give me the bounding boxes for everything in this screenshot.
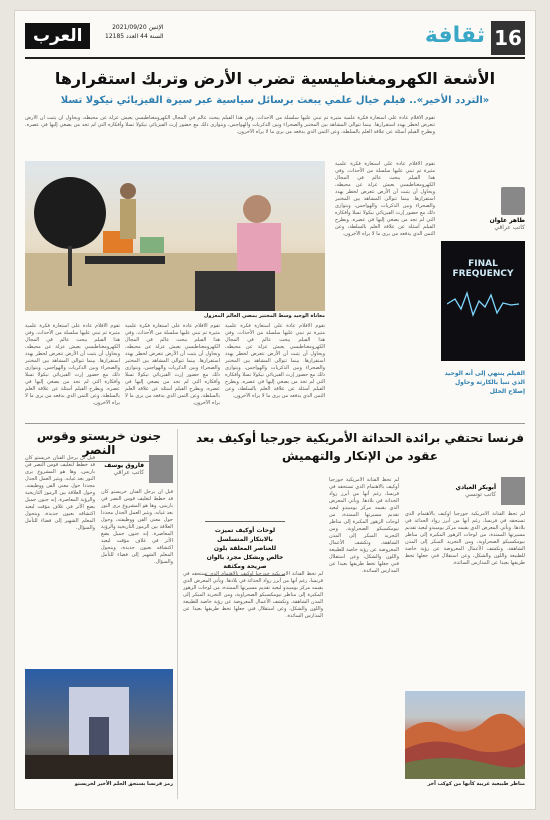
lead-body-col2: تقوم الأفلام عادة على استعارة فكرة علمية مثيرة ثم تبني عليها سلسلة من الأحداث. وفي هذا الفيلم يبحث عالم في المجال الكهرومغناطيسي يعيش عزلة عن محيطه، ويحاول أن يثبت أن الأرض تتعرض لخطر يهدد استقرارها. بينما تتوالى المشاهد بين المختبر والصحراء وبين الذكريات والهواجس، ويتوازى ذلك مع حضور إرث الفيزيائي نيكولا تسلا وأفكاره التي لم تجد من يصغي إليها في عصره. ويطرح الفيلم أسئلة عن علاقة العلم بالسلطة، وعن الثمن الذي يدفعه من يرى ما لا يراه الآخرون.	[25, 323, 120, 406]
second-author	[435, 477, 525, 505]
column-separator	[177, 429, 178, 799]
author-avatar	[501, 187, 525, 215]
landscape-painting-illustration	[405, 691, 525, 779]
second-body-col2: لم تحظ الفنانة الأمريكية جورجيا أوكيف بالاهتمام الذي تستحقه في فرنسا، رغم أنها من أبرز رواد الحداثة في بلادها. ويأتي المعرض الذي يقيمه مركز بومبيدو ليعيد تقديم مسيرتها الممتدة، من لوحات الزهور المكبرة إلى مناظر نيومكسيكو الصحراوية، ومن التجريد المبكر إلى المدن الشاهقة. وتكشف الأعمال المعروضة عن رؤية خاصة للطبيعة واللون والشكل، وعن استقلال فني جعلها تخط طريقها بعيدا عن المدارس السائدة.	[329, 477, 399, 574]
lead-author	[455, 187, 525, 231]
column-author-role: كاتب عراقي	[113, 469, 145, 476]
second-headline: فرنسا تحتفي برائدة الحداثة الأمريكية جورجيا أوكيف بعد عقود من الإنكار والتهميش	[195, 431, 524, 463]
lead-headline: الأشعة الكهرومغناطيسية تضرب الأرض وتربك استقرارها	[54, 69, 496, 88]
issue-number: السنة 44 العدد 12185	[105, 33, 164, 40]
book-cover	[441, 241, 525, 361]
book-title: FINAL FREQUENCY	[452, 259, 514, 279]
second-author-role: كاتب تونسي	[465, 491, 497, 498]
second-author-avatar	[501, 477, 525, 505]
frequency-wave-icon	[447, 289, 519, 319]
lead-body-intro: تقوم الأفلام عادة على استعارة فكرة علمية مثيرة ثم تبني عليها سلسلة من الأحداث. وفي هذا الفيلم يبحث عالم في المجال الكهرومغناطيسي يعيش عزلة عن محيطه، ويحاول أن يثبت أن الأرض تتعرض لخطر يهدد استقرارها. بينما تتوالى المشاهد بين المختبر والصحراء وبين الذكريات والهواجس، ويتوازى ذلك مع حضور إرث الفيزيائي نيكولا تسلا وأفكاره التي لم تجد من يصغي إليها في عصره. ويطرح الفيلم أسئلة عن علاقة العلم بالسلطة، وعن الثمن الذي يدفعه من يرى ما لا يراه الآخرون.	[25, 115, 435, 135]
arc-photo-caption: رمز فرنسا يستحق الحلم الأخير لخريستو	[74, 781, 173, 787]
lead-body-col4: تقوم الأفلام عادة على استعارة فكرة علمية مثيرة ثم تبني عليها سلسلة من الأحداث. وفي هذا الفيلم يبحث عالم في المجال الكهرومغناطيسي يعيش عزلة عن محيطه، ويحاول أن يثبت أن الأرض تتعرض لخطر يهدد استقرارها. بينما تتوالى المشاهد بين المختبر والصحراء وبين الذكريات والهواجس، ويتوازى ذلك مع حضور إرث الفيزيائي نيكولا تسلا وأفكاره التي لم تجد من يصغي إليها في عصره. ويطرح الفيلم أسئلة عن علاقة العلم بالسلطة، وعن الثمن الذي يدفعه من يرى ما لا يراه الآخرون.	[225, 323, 325, 399]
painting-caption: مناظر طبيعية غريبة كأنها من كوكب آخر	[427, 781, 525, 787]
lead-photo	[25, 161, 325, 311]
author-name: طاهر علوان	[489, 217, 525, 224]
issue-info	[105, 23, 164, 41]
wrapped-arc-illustration	[25, 669, 173, 779]
second-pullquote: لوحات أوكيف تميزت بالابتكار المتسلسل للعناصر المعلقة بلون خالص وبشكل مجرد بالوان صريحة ومكثفة	[205, 521, 285, 576]
column-author	[95, 455, 173, 483]
page-number: 16	[491, 21, 525, 55]
column-body-col2: قبل أن يرحل الفنان خريستو كان قد خطط لتغليف قوس النصر في باريس، وها هو المشروع يرى النور بعد غيابه. ويثير العمل الجدل مجددا حول معنى الفن ووظيفته، وحول العلاقة بين الرموز التاريخية والرؤية المعاصرة. إنه جنون جميل يضع الأثر في غلاف مؤقت ليعيد اكتشافه بعيون جديدة، ويتحول المعلم الشهير إلى فضاء للتأمل والسؤال.	[25, 455, 95, 531]
okeeffe-painting	[405, 691, 525, 779]
lead-body-col3: تقوم الأفلام عادة على استعارة فكرة علمية مثيرة ثم تبني عليها سلسلة من الأحداث. وفي هذا الفيلم يبحث عالم في المجال الكهرومغناطيسي يعيش عزلة عن محيطه، ويحاول أن يثبت أن الأرض تتعرض لخطر يهدد استقرارها. بينما تتوالى المشاهد بين المختبر والصحراء وبين الذكريات والهواجس، ويتوازى ذلك مع حضور إرث الفيزيائي نيكولا تسلا وأفكاره التي لم تجد من يصغي إليها في عصره. ويطرح الفيلم أسئلة عن علاقة العلم بالسلطة، وعن الثمن الذي يدفعه من يرى ما لا يراه الآخرون.	[125, 323, 220, 406]
section-title: ثقافة	[424, 23, 485, 48]
arc-de-triomphe-photo	[25, 669, 173, 779]
column-body-col1: قبل أن يرحل الفنان خريستو كان قد خطط لتغليف قوس النصر في باريس، وها هو المشروع يرى النور بعد غيابه. ويثير العمل الجدل مجددا حول معنى الفن ووظيفته، وحول العلاقة بين الرموز التاريخية والرؤية المعاصرة. إنه جنون جميل يضع الأثر في غلاف مؤقت ليعيد اكتشافه بعيون جديدة، ويتحول المعلم الشهير إلى فضاء للتأمل والسؤال.	[101, 489, 173, 565]
newspaper-page	[14, 10, 536, 810]
section-divider	[25, 423, 525, 424]
column-author-avatar	[149, 455, 173, 483]
column-author-name: فاروق يوسف	[104, 462, 145, 469]
second-body-col3: لم تحظ الفنانة الأمريكية جورجيا أوكيف بالاهتمام الذي تستحقه في فرنسا، رغم أنها من أبرز رواد الحداثة في بلادها. ويأتي المعرض الذي يقيمه مركز بومبيدو ليعيد تقديم مسيرتها الممتدة، من لوحات الزهور المكبرة إلى مناظر نيومكسيكو الصحراوية، ومن التجريد المبكر إلى المدن الشاهقة. وتكشف الأعمال المعروضة عن رؤية خاصة للطبيعة واللون والشكل، وعن استقلال فني جعلها تخط طريقها بعيدا عن المدارس السائدة.	[183, 571, 323, 619]
newspaper-logo: العرب	[25, 23, 90, 49]
author-role: كاتب عراقي	[494, 224, 525, 231]
issue-date: الإثنين 2021/09/20	[112, 24, 164, 31]
page-header	[25, 19, 525, 59]
second-author-name: أبوبكر العيادي	[455, 484, 497, 491]
lead-body-col1: تقوم الأفلام عادة على استعارة فكرة علمية مثيرة ثم تبني عليها سلسلة من الأحداث. وفي هذا الفيلم يبحث عالم في المجال الكهرومغناطيسي يعيش عزلة عن محيطه، ويحاول أن يثبت أن الأرض تتعرض لخطر يهدد استقرارها. بينما تتوالى المشاهد بين المختبر والصحراء وبين الذكريات والهواجس، ويتوازى ذلك مع حضور إرث الفيزيائي نيكولا تسلا وأفكاره التي لم تجد من يصغي إليها في عصره. ويطرح الفيلم أسئلة عن علاقة العلم بالسلطة، وعن الثمن الذي يدفعه من يرى ما لا يراه الآخرون.	[335, 161, 435, 237]
column-title: جنون خريستو وقوس النصر	[25, 429, 173, 462]
second-body-col1: لم تحظ الفنانة الأمريكية جورجيا أوكيف بالاهتمام الذي تستحقه في فرنسا، رغم أنها من أبرز رواد الحداثة في بلادها. ويأتي المعرض الذي يقيمه مركز بومبيدو ليعيد تقديم مسيرتها الممتدة، من لوحات الزهور المكبرة إلى مناظر نيومكسيكو الصحراوية، ومن التجريد المبكر إلى المدن الشاهقة. وتكشف الأعمال المعروضة عن رؤية خاصة للطبيعة واللون والشكل، وعن استقلال فني جعلها تخط طريقها بعيدا عن المدارس السائدة.	[405, 511, 525, 566]
lead-deck: «التردد الأخير».. فيلم خيال علمي يبعث برسائل سياسية عبر سيرة الفيزيائي نيكولا تسلا	[60, 95, 490, 106]
lead-callout: الفيلم ينتهي إلى أنه الوحيد الذي تنبأ بالكارثة وحاول إصلاح الخلل	[444, 370, 525, 395]
lead-photo-caption: معاناة الوحيد وسط المختبر يمضي العالم المعزول	[204, 313, 325, 319]
lab-scene-illustration	[25, 161, 325, 311]
